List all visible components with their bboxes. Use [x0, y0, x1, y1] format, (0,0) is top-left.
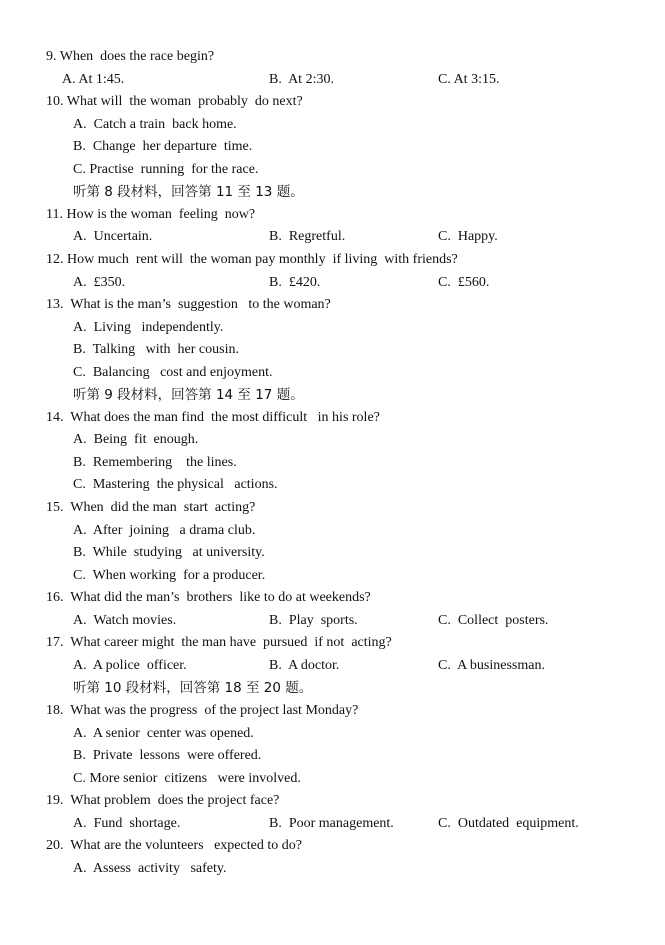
question-text: 13. What is the man’s suggestion to the woman?: [46, 297, 331, 313]
option-a: A. Fund shortage.: [73, 815, 181, 831]
question-text: 20. What are the volunteers expected to do?: [46, 838, 302, 854]
option-text: A. Assess activity safety.: [73, 860, 227, 876]
option-a: A. A police officer.: [73, 657, 187, 673]
option-text: C. Balancing cost and enjoyment.: [73, 364, 273, 380]
option-c: C. At 3:15.: [438, 71, 500, 87]
option-c: C. Outdated equipment.: [438, 815, 579, 831]
option-b: B. £420.: [269, 274, 321, 290]
option-a: A. At 1:45.: [62, 71, 125, 87]
question-text: 10. What will the woman probably do next?: [46, 94, 303, 110]
option-c: C. £560.: [438, 274, 490, 290]
section-instruction: 听第 9 段材料，回答第 14 至 17 题。: [73, 387, 304, 404]
question-text: 12. How much rent will the woman pay monthly if living with friends?: [46, 251, 458, 267]
section-instruction: 听第 8 段材料，回答第 11 至 13 题。: [73, 184, 304, 201]
option-c: C. Collect posters.: [438, 612, 549, 628]
question-text: 11. How is the woman feeling now?: [46, 206, 256, 222]
option-b: B. A doctor.: [269, 657, 340, 673]
option-text: A. Catch a train back home.: [73, 116, 237, 132]
option-text: B. While studying at university.: [73, 545, 265, 561]
option-a: A. Uncertain.: [73, 229, 153, 245]
option-text: C. Mastering the physical actions.: [73, 477, 278, 493]
option-b: B. Play sports.: [269, 612, 358, 628]
option-text: C. More senior citizens were involved.: [73, 770, 301, 786]
question-text: 19. What problem does the project face?: [46, 793, 280, 809]
option-text: A. After joining a drama club.: [73, 522, 256, 538]
option-text: B. Change her departure time.: [73, 139, 253, 155]
question-text: 14. What does the man find the most difficult in his role?: [46, 409, 380, 425]
question-text: 17. What career might the man have pursued if not acting?: [46, 635, 392, 651]
question-text: 9. When does the race begin?: [46, 49, 215, 64]
question-text: 16. What did the man’s brothers like to do at weekends?: [46, 590, 371, 606]
option-text: B. Talking with her cousin.: [73, 342, 239, 358]
option-c: C. Happy.: [438, 229, 498, 245]
option-text: B. Private lessons were offered.: [73, 748, 262, 764]
option-text: A. Living independently.: [73, 319, 224, 335]
option-text: B. Remembering the lines.: [73, 454, 237, 470]
option-b: B. At 2:30.: [269, 71, 334, 87]
option-text: C. Practise running for the race.: [73, 161, 259, 177]
section-instruction: 听第 10 段材料，回答第 18 至 20 题。: [73, 680, 313, 697]
option-a: A. Watch movies.: [73, 612, 177, 628]
option-text: C. When working for a producer.: [73, 567, 266, 583]
question-text: 18. What was the progress of the project last Monday?: [46, 702, 359, 718]
option-text: A. Being fit enough.: [73, 432, 199, 448]
option-a: A. £350.: [73, 274, 126, 290]
question-text: 15. When did the man start acting?: [46, 500, 256, 515]
option-text: A. A senior center was opened.: [73, 725, 254, 741]
option-c: C. A businessman.: [438, 657, 545, 673]
option-b: B. Poor management.: [269, 815, 394, 831]
option-b: B. Regretful.: [269, 229, 346, 245]
